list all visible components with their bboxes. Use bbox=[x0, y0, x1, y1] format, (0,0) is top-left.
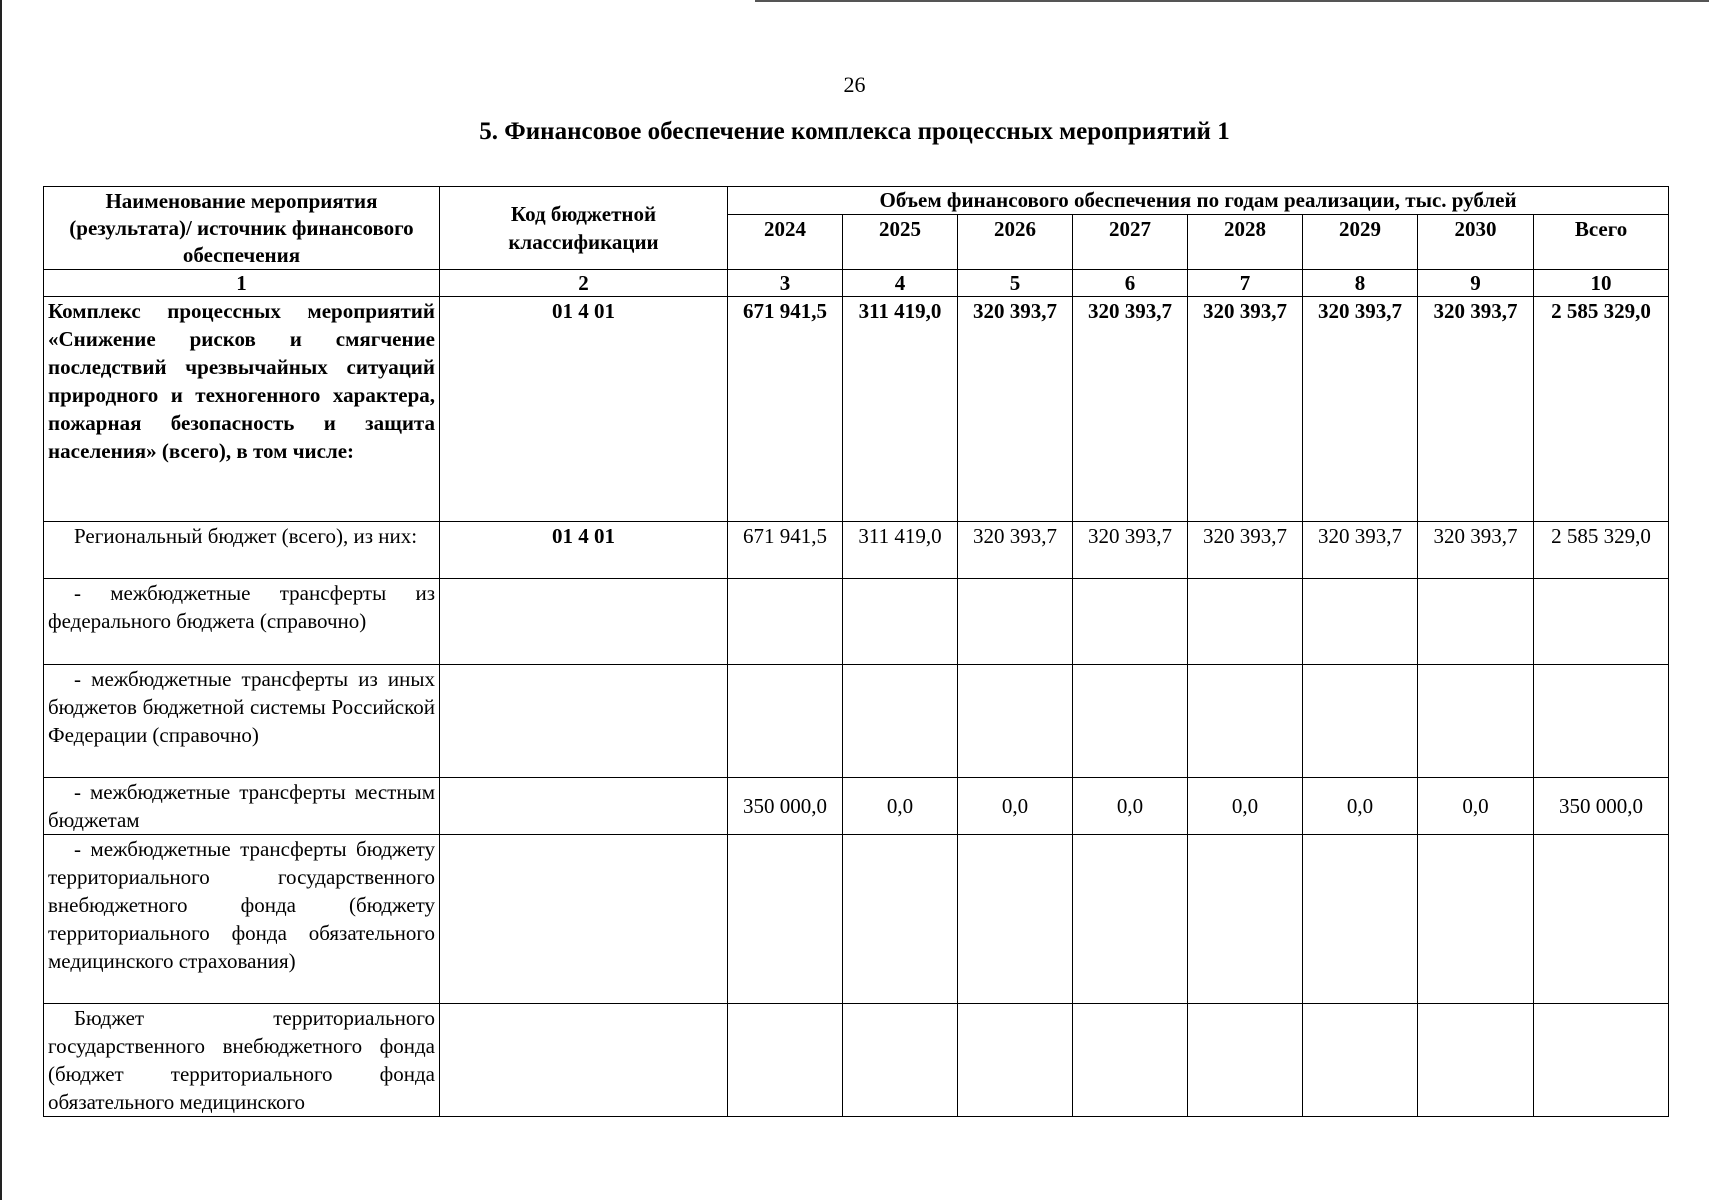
financing-table bbox=[43, 186, 1669, 1117]
row-value bbox=[958, 835, 1073, 1004]
row-value: 0,0 bbox=[1073, 778, 1188, 835]
row-value: 320 393,7 bbox=[1303, 297, 1418, 522]
row-value bbox=[843, 579, 958, 665]
column-number: 9 bbox=[1418, 270, 1534, 297]
row-total bbox=[1534, 579, 1669, 665]
row-name: Региональный бюджет (всего), из них: bbox=[44, 522, 440, 579]
row-value bbox=[1073, 579, 1188, 665]
row-value: 320 393,7 bbox=[1188, 522, 1303, 579]
row-value bbox=[1418, 1004, 1534, 1117]
column-number: 8 bbox=[1303, 270, 1418, 297]
row-value bbox=[728, 835, 843, 1004]
column-number: 10 bbox=[1534, 270, 1669, 297]
table-row bbox=[44, 579, 1669, 665]
row-value bbox=[1418, 579, 1534, 665]
table-row bbox=[44, 522, 1669, 579]
row-value bbox=[843, 835, 958, 1004]
row-total bbox=[1534, 1004, 1669, 1117]
row-value: 671 941,5 bbox=[728, 522, 843, 579]
row-value bbox=[1303, 835, 1418, 1004]
table-row bbox=[44, 835, 1669, 1004]
column-numbers-row bbox=[44, 270, 1669, 297]
row-total: 2 585 329,0 bbox=[1534, 522, 1669, 579]
row-value: 671 941,5 bbox=[728, 297, 843, 522]
row-value: 320 393,7 bbox=[958, 522, 1073, 579]
row-code: 01 4 01 bbox=[440, 297, 728, 522]
row-value bbox=[843, 665, 958, 778]
row-code bbox=[440, 665, 728, 778]
row-value: 0,0 bbox=[958, 778, 1073, 835]
header-year-2027: 2027 bbox=[1073, 215, 1188, 270]
row-name: Комплекс процессных мероприятий «Снижение рисков и смягчение последствий чрезвычайных ситуаций природного и техногенного характера, пожарная безопасность и защита населения» (всего), в том числе: bbox=[44, 297, 440, 522]
row-value: 320 393,7 bbox=[1188, 297, 1303, 522]
row-code: 01 4 01 bbox=[440, 522, 728, 579]
row-value bbox=[958, 665, 1073, 778]
row-name: - межбюджетные трансферты бюджету территориального государственного внебюджетного фонда (бюджету территориального фонда обязательного медицинского страхования) bbox=[44, 835, 440, 1004]
row-value: 320 393,7 bbox=[1418, 297, 1534, 522]
row-name: - межбюджетные трансферты местным бюджетам bbox=[44, 778, 440, 835]
row-value bbox=[1073, 1004, 1188, 1117]
row-value: 320 393,7 bbox=[1303, 522, 1418, 579]
column-number: 2 bbox=[440, 270, 728, 297]
table-row bbox=[44, 1004, 1669, 1117]
row-name: - межбюджетные трансферты из федерального бюджета (справочно) bbox=[44, 579, 440, 665]
column-number: 3 bbox=[728, 270, 843, 297]
row-total: 2 585 329,0 bbox=[1534, 297, 1669, 522]
table-row bbox=[44, 665, 1669, 778]
row-value bbox=[1303, 579, 1418, 665]
row-value: 0,0 bbox=[1303, 778, 1418, 835]
row-value bbox=[1303, 665, 1418, 778]
row-value bbox=[728, 665, 843, 778]
column-number: 4 bbox=[843, 270, 958, 297]
row-value: 320 393,7 bbox=[1418, 522, 1534, 579]
table-row bbox=[44, 778, 1669, 835]
header-year-2029: 2029 bbox=[1303, 215, 1418, 270]
row-value bbox=[958, 1004, 1073, 1117]
row-value bbox=[1188, 1004, 1303, 1117]
row-value bbox=[1188, 579, 1303, 665]
row-name: Бюджет территориального государственного внебюджетного фонда (бюджет территориального фонда обязательного медицинского bbox=[44, 1004, 440, 1117]
header-year-2026: 2026 bbox=[958, 215, 1073, 270]
table-row bbox=[44, 297, 1669, 522]
row-code bbox=[440, 778, 728, 835]
column-number: 7 bbox=[1188, 270, 1303, 297]
row-value bbox=[1418, 665, 1534, 778]
row-value: 311 419,0 bbox=[843, 297, 958, 522]
row-value: 0,0 bbox=[1418, 778, 1534, 835]
column-number: 5 bbox=[958, 270, 1073, 297]
row-value bbox=[1188, 835, 1303, 1004]
row-value: 0,0 bbox=[843, 778, 958, 835]
row-value: 320 393,7 bbox=[1073, 297, 1188, 522]
row-value: 0,0 bbox=[1188, 778, 1303, 835]
row-value: 320 393,7 bbox=[1073, 522, 1188, 579]
header-year-2025: 2025 bbox=[843, 215, 958, 270]
scan-top-border bbox=[755, 0, 1709, 2]
row-total bbox=[1534, 835, 1669, 1004]
row-value bbox=[1073, 665, 1188, 778]
row-value bbox=[1418, 835, 1534, 1004]
header-year-2028: 2028 bbox=[1188, 215, 1303, 270]
row-code bbox=[440, 579, 728, 665]
header-year-2024: 2024 bbox=[728, 215, 843, 270]
row-value: 320 393,7 bbox=[958, 297, 1073, 522]
row-value bbox=[958, 579, 1073, 665]
scan-left-border bbox=[0, 0, 2, 1200]
row-name: - межбюджетные трансферты из иных бюджетов бюджетной системы Российской Федерации (справочно) bbox=[44, 665, 440, 778]
row-total: 350 000,0 bbox=[1534, 778, 1669, 835]
row-value bbox=[728, 579, 843, 665]
column-number: 1 bbox=[44, 270, 440, 297]
header-row-1 bbox=[44, 187, 1669, 215]
row-total bbox=[1534, 665, 1669, 778]
row-value: 350 000,0 bbox=[728, 778, 843, 835]
row-code bbox=[440, 835, 728, 1004]
header-name-cell: Наименование мероприятия (результата)/ источник финансового обеспечения bbox=[44, 187, 440, 270]
row-value bbox=[1188, 665, 1303, 778]
row-value bbox=[1073, 835, 1188, 1004]
row-value bbox=[728, 1004, 843, 1117]
page-number: 26 bbox=[843, 72, 866, 97]
header-year-2030: 2030 bbox=[1418, 215, 1534, 270]
column-number: 6 bbox=[1073, 270, 1188, 297]
row-value bbox=[1303, 1004, 1418, 1117]
page-title: 5. Финансовое обеспечение комплекса процессных мероприятий 1 bbox=[479, 118, 1230, 145]
header-volume-cell: Объем финансового обеспечения по годам реализации, тыс. рублей bbox=[728, 187, 1669, 215]
row-code bbox=[440, 1004, 728, 1117]
row-value: 311 419,0 bbox=[843, 522, 958, 579]
header-total: Всего bbox=[1534, 215, 1669, 270]
header-code-cell: Код бюджетной классификации bbox=[440, 187, 728, 270]
row-value bbox=[843, 1004, 958, 1117]
